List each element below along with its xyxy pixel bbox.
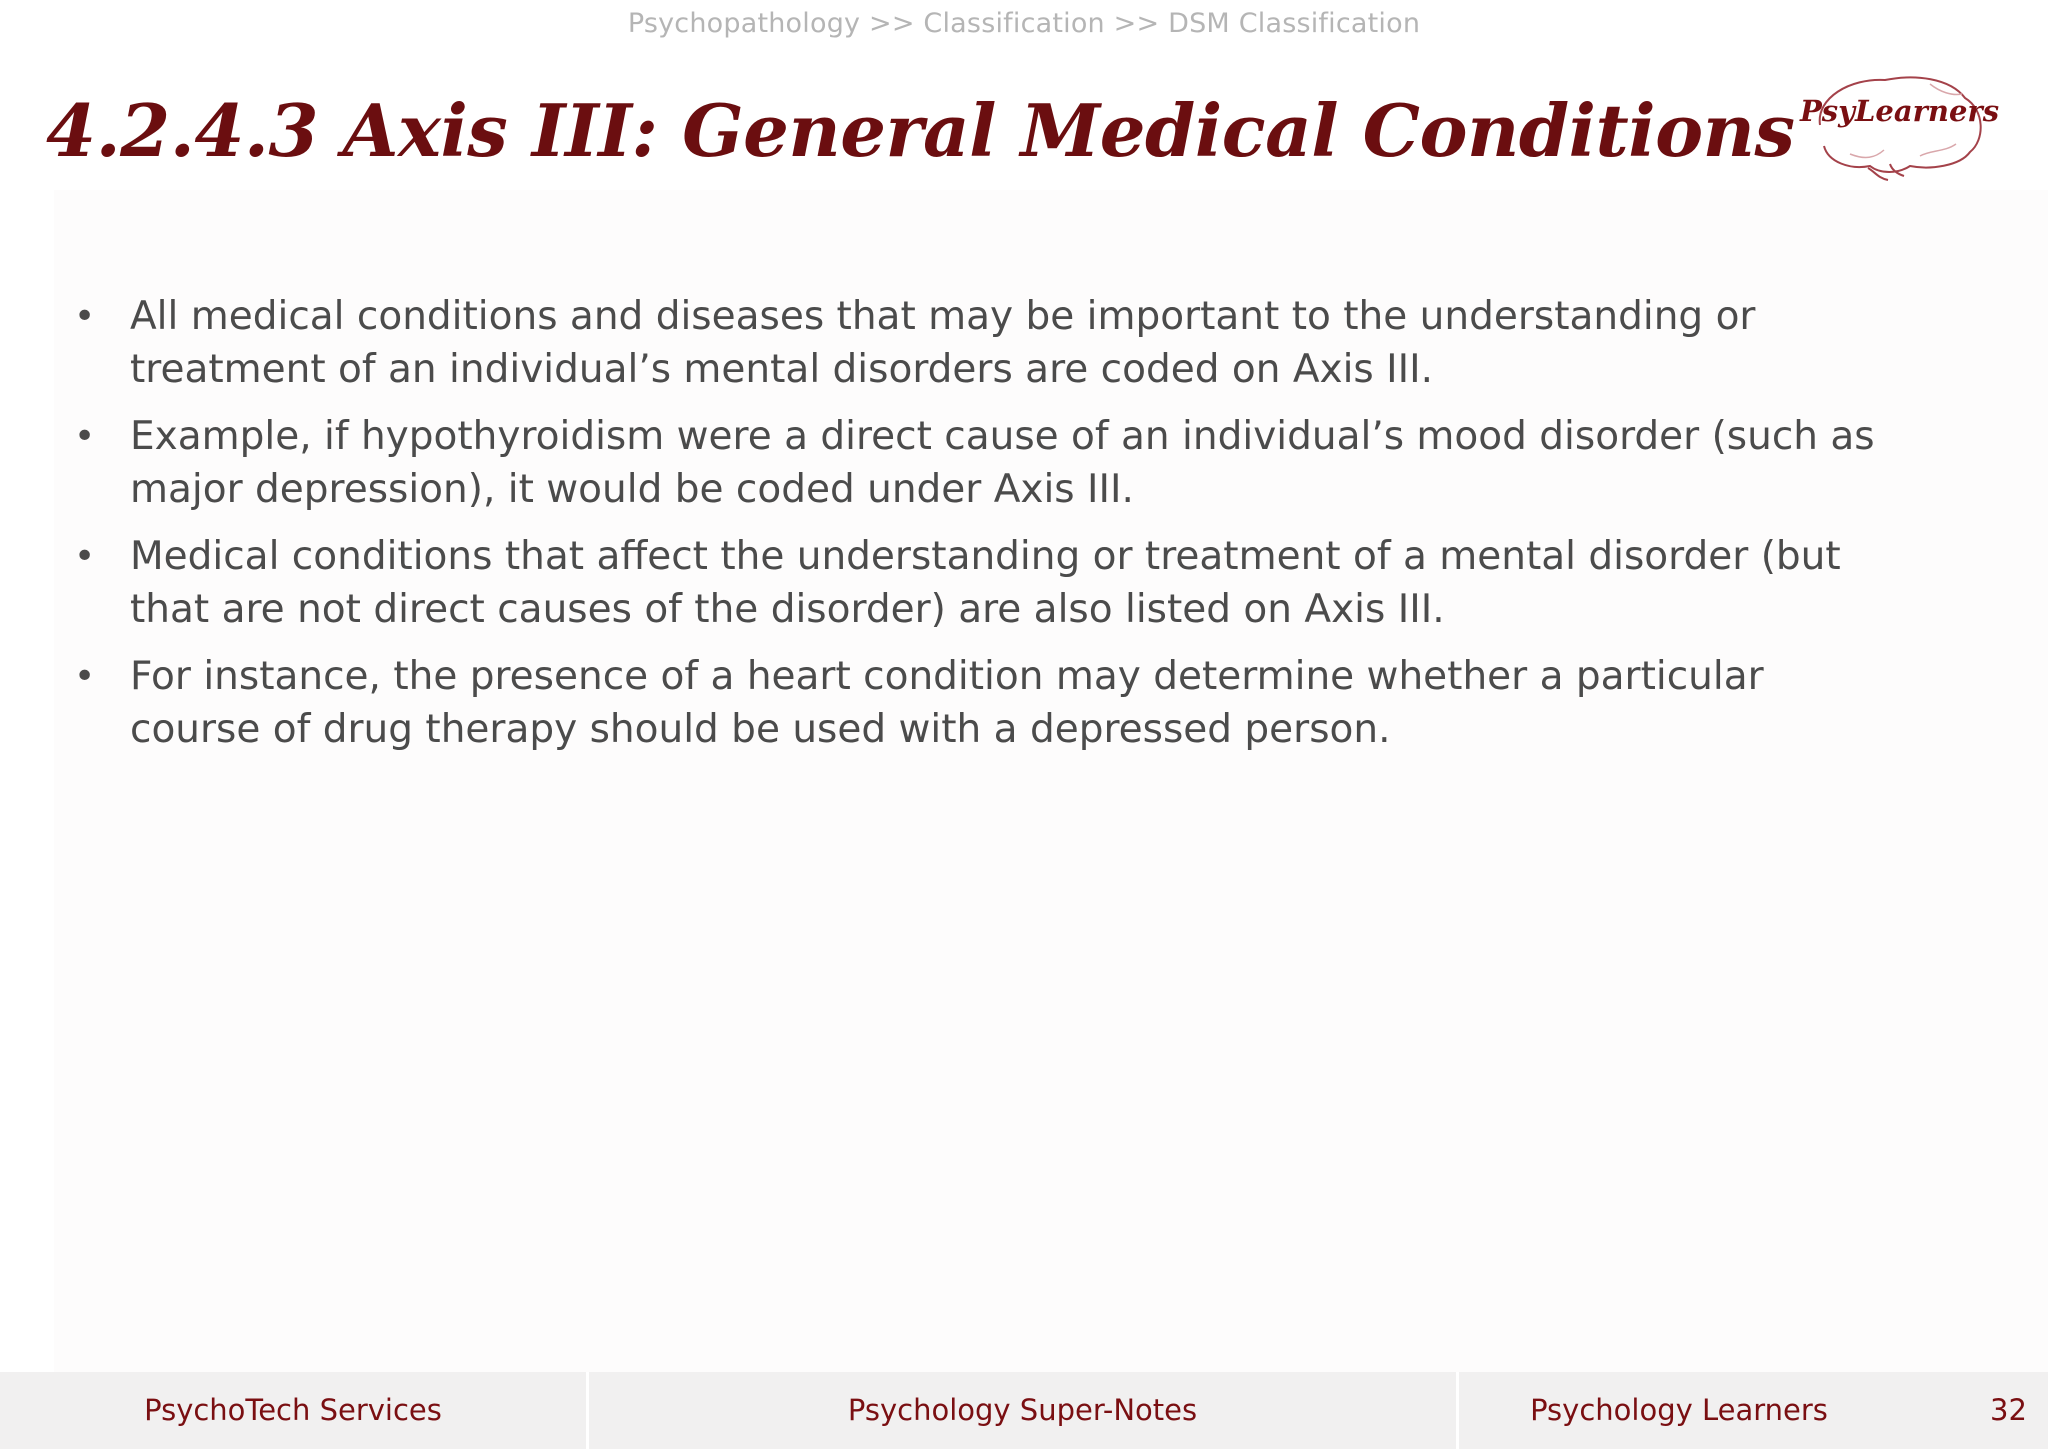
bullet-text-line: All medical conditions and diseases that may be important to the understanding or xyxy=(130,294,1756,339)
logo-text: PsyLearners xyxy=(1800,94,2000,128)
bullet-text-line: major depression), it would be coded under Axis III. xyxy=(130,467,1134,512)
logo xyxy=(1780,70,2000,182)
bullet-text-line: Example, if hypothyroidism were a direct cause of an individual’s mood disorder (such as xyxy=(130,414,1875,459)
bullet-icon: • xyxy=(74,536,96,577)
bullet-text-line: treatment of an individual’s mental disorders are coded on Axis III. xyxy=(130,347,1434,392)
bullet-icon: • xyxy=(74,296,96,337)
bullet-text-line: course of drug therapy should be used with a depressed person. xyxy=(130,707,1391,752)
page-title: 4.2.4.3 Axis III: General Medical Conditions xyxy=(46,88,1795,173)
bullet-icon: • xyxy=(74,416,96,457)
footer-left-label: PsychoTech Services xyxy=(144,1393,442,1427)
list-item xyxy=(70,530,1980,636)
bullet-text-line: Medical conditions that affect the understanding or treatment of a mental disorder (but xyxy=(130,534,1841,579)
breadcrumb: Psychopathology >> Classification >> DSM Classification xyxy=(627,8,1421,39)
list-item xyxy=(70,290,1980,396)
list-item xyxy=(70,410,1980,516)
footer xyxy=(0,1372,2048,1449)
bullet-text-line: that are not direct causes of the disorder) are also listed on Axis III. xyxy=(130,587,1445,632)
bullet-text-line: For instance, the presence of a heart condition may determine whether a particular xyxy=(130,654,1764,699)
page-number: 32 xyxy=(1990,1393,2027,1427)
bullet-list xyxy=(70,290,1980,770)
list-item xyxy=(70,650,1980,756)
bullet-icon: • xyxy=(74,656,96,697)
footer-center-label: Psychology Super-Notes xyxy=(847,1393,1198,1427)
footer-right-label: Psychology Learners xyxy=(1530,1393,1828,1427)
